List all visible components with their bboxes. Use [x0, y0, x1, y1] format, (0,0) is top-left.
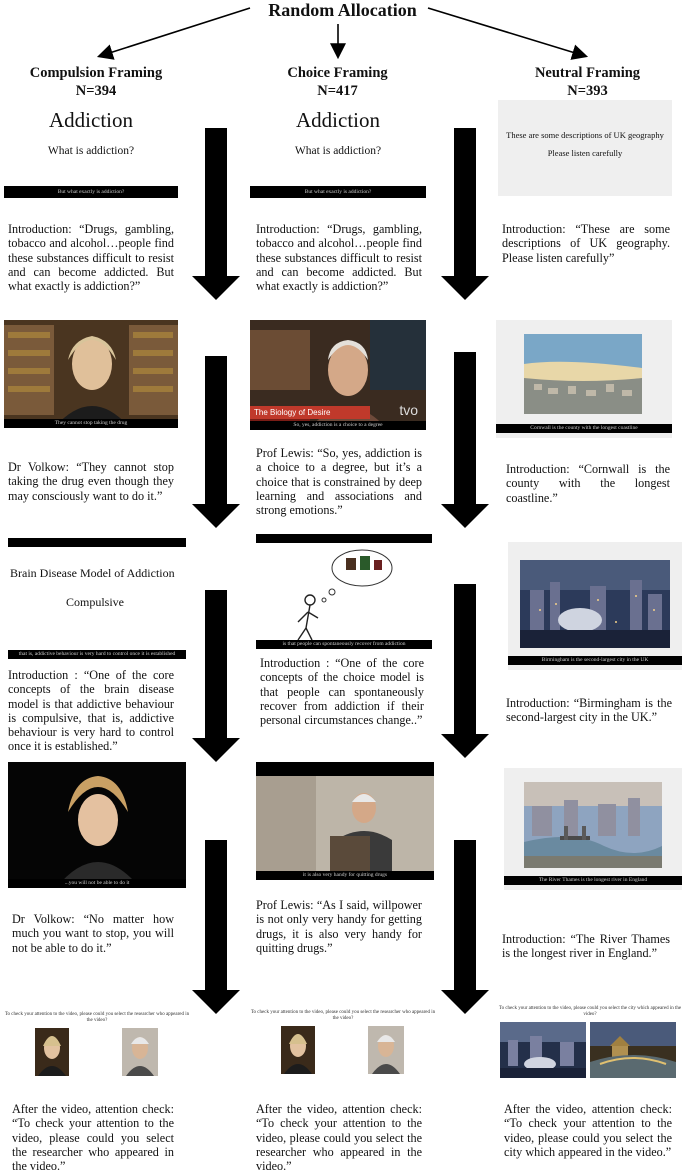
thinking-stickman-icon — [280, 546, 400, 642]
slide-caption: But what exactly is addiction? — [250, 186, 426, 198]
neutral-text-3: Introduction: “Birmingham is the second-largest city in the UK.” — [506, 696, 672, 725]
option-researcher-lewis[interactable] — [122, 1028, 158, 1076]
compulsion-text-4: Dr Volkow: “No matter how much you want to stop, you will not be able to do it.” — [12, 912, 174, 955]
birmingham-city-image — [520, 560, 670, 648]
frame-caption: They cannot stop taking the drug — [4, 419, 178, 428]
flow-arrow — [192, 356, 240, 528]
flow-arrow — [441, 584, 489, 758]
option-researcher-lewis[interactable] — [368, 1026, 404, 1074]
choice-video-frame-2 — [250, 320, 426, 430]
choice-text-3: Introduction : “One of the core concepts of the choice model is that people can spontaneously recover from addiction if their personal circumstances change..” — [260, 656, 424, 728]
tvo-logo: tvo — [399, 402, 418, 418]
flow-arrow — [441, 352, 489, 528]
slide-title: Addiction — [296, 108, 380, 132]
compulsion-video-frame-2 — [4, 320, 178, 428]
attention-question: To check your attention to the video, please could you select the city which appeared in the video? — [498, 1006, 682, 1017]
diagram-title: Random Allocation — [268, 0, 417, 20]
compulsion-attention-check — [4, 1012, 190, 1084]
neutral-text-4: Introduction: “The River Thames is the longest river in England.” — [502, 932, 670, 961]
frame-caption: So, yes, addiction is a choice to a degree — [250, 421, 426, 430]
flow-arrow — [192, 128, 240, 300]
slide-title: Addiction — [49, 108, 133, 132]
frame-caption: it is also very handy for quitting drugs — [256, 871, 434, 880]
attention-question: To check your attention to the video, please could you select the researcher who appeared in the video? — [4, 1012, 190, 1023]
arrow-to-neutral — [428, 8, 585, 56]
flow-arrow — [192, 590, 240, 762]
frame-caption: The River Thames is the longest river in England — [504, 876, 682, 885]
frame-caption: Birmingham is the second-largest city in the UK — [508, 656, 682, 665]
option-city-other[interactable] — [590, 1022, 676, 1078]
neutral-video-frame-2 — [496, 320, 672, 438]
neutral-video-frame-4 — [504, 768, 682, 890]
choice-video-frame-4 — [256, 762, 434, 880]
cornwall-coast-image — [524, 334, 642, 414]
frame-caption: ...you will not be able to do it — [8, 879, 186, 888]
neutral-text-2: Introduction: “Cornwall is the county with the longest coastline.” — [506, 462, 670, 505]
slide-subtitle: What is addiction? — [294, 145, 382, 157]
column-heading-neutral: Neutral Framing N=393 — [534, 65, 641, 99]
slide-subtitle: What is addiction? — [47, 145, 135, 157]
neutral-slide-1 — [498, 100, 672, 196]
flow-arrow — [441, 128, 489, 300]
choice-text-4: Prof Lewis: “As I said, willpower is not only very handy for getting drugs, it is also very handy for quitting drugs.” — [256, 898, 422, 955]
slide-subtitle: Compulsive — [65, 595, 124, 609]
attention-question: To check your attention to the video, please could you select the researcher who appeared in the video? — [250, 1010, 436, 1021]
choice-attention-check — [250, 1010, 436, 1084]
choice-text-1: Introduction: “Drugs, gambling, tobacco and alcohol…people find these substances difficult to resist and can become addicted. But what exactly is addiction?” — [256, 222, 422, 294]
compulsion-text-5: After the video, attention check: “To check your attention to the video, please could you select the researcher who appeared in the video.” — [12, 1102, 174, 1173]
choice-text-2: Prof Lewis: “So, yes, addiction is a choice to a degree, but it’s a choice that is constrained by deep learning and associations and strong emotions.” — [256, 446, 422, 518]
lewis-lectern-image — [256, 776, 434, 880]
neutral-text-1: Introduction: “These are some descriptions of UK geography. Please listen carefully” — [502, 222, 670, 265]
slide-top-bar — [256, 534, 432, 543]
choice-slide-1 — [250, 100, 426, 200]
neutral-text-5: After the video, attention check: “To check your attention to the video, please could you select the city which appeared in the video.” — [504, 1102, 672, 1159]
compulsion-text-3: Introduction : “One of the core concepts of the brain disease model is that addictive behaviour is compulsive, that is, addictive behaviour is very hard to control once it is established.” — [8, 668, 174, 754]
option-city-birmingham[interactable] — [500, 1022, 586, 1078]
flow-arrow — [441, 840, 489, 1014]
volkow-stage-image — [8, 762, 186, 888]
neutral-slide-3 — [508, 542, 682, 670]
choice-text-5: After the video, attention check: “To check your attention to the video, please could you select the researcher who appeared in the video.” — [256, 1102, 422, 1173]
slide-caption: is that people can spontaneously recover from addiction — [256, 640, 432, 649]
compulsion-slide-3 — [4, 538, 186, 662]
thames-london-image — [524, 782, 662, 868]
choice-slide-3 — [250, 534, 434, 652]
slide-title: Brain Disease Model of Addiction — [10, 566, 175, 580]
option-researcher-volkow[interactable] — [281, 1026, 315, 1074]
compulsion-text-1: Introduction: “Drugs, gambling, tobacco and alcohol…people find these substances difficult to resist and can become addicted. But what exactly is addiction?” — [8, 222, 174, 294]
show-banner: The Biology of Desire — [254, 408, 331, 417]
neutral-attention-check — [498, 1006, 682, 1084]
slide-caption: that is, addictive behaviour is very hard to control once it is established — [8, 650, 186, 659]
flow-arrow — [192, 840, 240, 1014]
column-heading-compulsion: Compulsion Framing N=394 — [29, 65, 163, 99]
compulsion-slide-1 — [4, 100, 178, 200]
slide-line-2: Please listen carefully — [547, 148, 623, 158]
compulsion-video-frame-4 — [8, 762, 186, 888]
slide-top-bar — [8, 538, 186, 547]
slide-line-1: These are some descriptions of UK geography — [506, 130, 664, 140]
allocation-arrows — [0, 0, 685, 70]
volkow-library-image — [4, 320, 178, 428]
column-heading-choice: Choice Framing N=417 — [287, 65, 388, 99]
slide-caption: But what exactly is addiction? — [4, 186, 178, 198]
option-researcher-volkow[interactable] — [35, 1028, 69, 1076]
frame-caption: Cornwall is the county with the longest coastline — [496, 424, 672, 433]
arrow-to-compulsion — [100, 8, 250, 56]
compulsion-text-2: Dr Volkow: “They cannot stop taking the drug even though they may consciously want to do it.” — [8, 460, 174, 503]
